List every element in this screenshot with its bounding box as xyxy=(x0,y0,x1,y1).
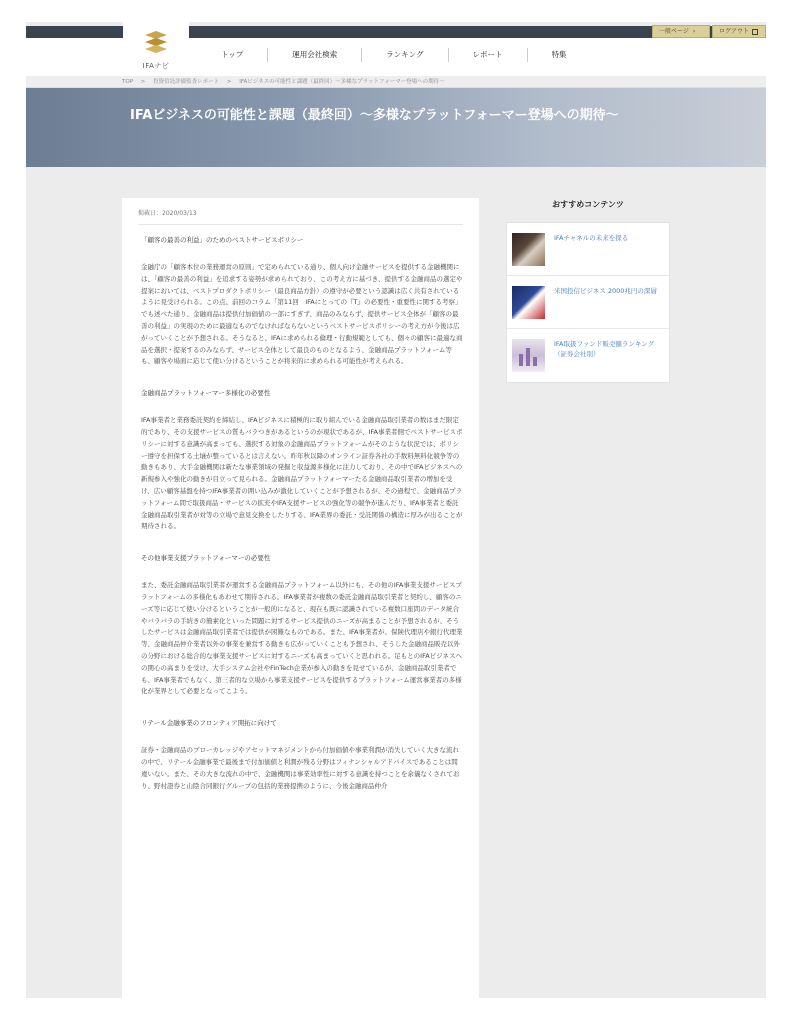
section-body: IFA事業者と業務委託契約を締結し、IFAビジネスに積極的に取り組んでいる金融商品取引業者の数はまだ限定的であり、その支援サービスの質もバラつきがあるというのが現状であるが、IFA事業者側でベストサービスポリシーに対する意識が高まっても、選択する対象の金融商品プラットフォームがそのような状況では、ポリシー遵守を担保する土壌が整っているとは言えない。昨年秋以降のオンライン証券各社の手数料無料化競争等の動きもあり、大手金融機関は新たな事業領域の発掘と収益源多様化に注力しており、その中でIFAビジネスへの新規参入や強化の動きが目立って見られる。金融商品プラットフォーマーたる金融商品取引業者の増加を受け、広い顧客基盤を持つIFA事業者の囲い込みが激化していくことが予想されるが、その過程で、金融商品プラットフォーム間で取扱商品・サービスの拡充やIFA支援サービスの強化等の競争が進んだり、IFA事業者と委託金融商品取引業者が対等の立場で意見交換をしたりする、IFA業界の委託・受託関係の構造に厚みが出ることが期待される。 xyxy=(141,416,463,531)
general-page-link[interactable] xyxy=(652,25,710,38)
recommended-list xyxy=(506,222,670,383)
logo-text: IFAナビ xyxy=(142,62,170,70)
section-heading: リテール金融事業のフロンティア開拓に向けて xyxy=(141,719,277,728)
us-flag-thumbnail[interactable] xyxy=(512,286,545,319)
page-title: IFAビジネスの可能性と課題（最終回）～多様なプラットフォーマー登場への期待～ xyxy=(130,108,619,123)
logo-mark-icon xyxy=(141,29,171,57)
nav-top[interactable]: トップ xyxy=(221,50,244,59)
breadcrumb-separator: > xyxy=(140,79,146,85)
desk-photo-thumbnail[interactable] xyxy=(512,233,545,266)
recommended-item-link[interactable]: 米国投信ビジネス 2000兆円の深層 xyxy=(554,287,657,295)
section-heading: 金融商品プラットフォーマー多様化の必要性 xyxy=(141,389,271,398)
recommended-item-link[interactable]: IFAチャネルの未来を探る xyxy=(554,234,629,242)
recommended-item[interactable] xyxy=(507,223,669,276)
breadcrumb-current: IFAビジネスの可能性と課題（最終回）～多様なプラットフォーマー登場への期待～ xyxy=(239,79,445,85)
recommended-item[interactable] xyxy=(507,276,669,329)
site-logo[interactable] xyxy=(123,22,189,76)
recommended-title: おすすめコンテンツ xyxy=(552,200,624,209)
section-body: また、委託金融商品取引業者が運営する金融商品プラットフォーム以外にも、その他のIFA事業支援サービスプラットフォームの多様化もあわせて期待される。IFA事業者が複数の委託金融商品取引業者と契約し、顧客のニーズ等に応じて使い分けるということが一般的になると、現在も既に認識されている複数口座間のデータ統合やバラバラの手続きの簡素化といった問題に対するサービス提供のニーズが高まることが予想されるが、そうしたサービスは金融商品取引業者では提供が困難なものである。また、IFA事業者が、保険代理店や銀行代理業等、金融商品仲介業者以外の事業を兼営する動きも広がっていくことも予想され、そうした金融商品販売以外の分野における総合的な事業支援サービスに対するニーズも高まっていくと思われる。足もとのIFAビジネスへの関心の高まりを受け、大手システム会社やFinTech企業が参入の動きを見せているが、金融商品取引業者でも、IFA事業者でもなく、第三者的な立場から事業支援サービスを提供するプラットフォーム運営事業者の多様化が業界として必要となってこよう。 xyxy=(141,581,463,696)
breadcrumb xyxy=(26,76,766,88)
nav-report[interactable]: レポート xyxy=(448,48,527,62)
nav-ranking[interactable]: ランキング xyxy=(361,48,447,62)
thumbnail-bar xyxy=(519,354,523,366)
section-body: 証券・金融商品のブローカレッジやアセットマネジメントから付加価値や事業利潤が消失していく大きな流れの中で、リテール金融事業で最後まで付加価値と利潤が残る分野はフィナンシャルアドバイスであることは間違いない。また、その大きな流れの中で、金融機関は事業効率性に対する意識を持つことを余儀なくされており、野村證券と山陰合同銀行グループの包括的業務提携のように、今後金融商品仲介 xyxy=(141,746,460,790)
section-heading: 「顧客の最善の利益」のためのベストサービスポリシー xyxy=(141,236,304,244)
nav-feature[interactable]: 特集 xyxy=(527,48,591,62)
thumbnail-bar xyxy=(526,348,530,366)
publish-date: 掲載日：2020/03/13 xyxy=(138,208,463,225)
section-heading: その他事業支援プラットフォーマーの必要性 xyxy=(141,554,271,563)
thumbnail-bar xyxy=(533,357,537,366)
section-body: 金融庁の「顧客本位の業務運営の原則」で定められている通り、個人向け金融サービスを提供する金融機関には、「顧客の最善の利益」を追求する姿勢が求められており、この考え方に基づき、提供する金融商品の選定や提案においては、ベストプロダクトポリシー（最良商品方針）の遵守が必要という認識は広く共有されているように見受けられる。この点、前回のコラム「第11回 IFAにとっての『T』の必要性・重要性に関する考察」でも述べた通り、金融商品は提供付加価値の一部にすぎず、商品のみならず、提供サービス全体が「顧客の最善の利益」の実現のために最適なものでなければならないというベストサービスポリシーの考え方が今後は広がっていくことが予想される。そうなると、IFAに求められる倫理・行動規範としても、個々の顧客に最適な商品を選択・提案するのみならず、サービス全体として最良のものとなるよう、金融商品プラットフォーム等も、顧客や場面に応じて使い分けるということが将来的に求められる可能性が考えられる。 xyxy=(141,263,463,366)
breadcrumb-top[interactable]: TOP xyxy=(122,79,134,85)
breadcrumb-reports[interactable]: 投資信託評価監査レポート xyxy=(153,79,220,85)
breadcrumb-separator: > xyxy=(226,79,232,85)
nav-company-search[interactable]: 運用会社検索 xyxy=(267,48,361,62)
site-frame xyxy=(26,22,766,998)
logout-link[interactable] xyxy=(712,25,766,38)
article xyxy=(122,198,479,998)
logout-label: ログアウト xyxy=(719,28,750,35)
recommended-item-link[interactable]: IFA取扱ファンド販売額ランキング（証券会社別） xyxy=(554,340,655,358)
general-page-label: 一般ページ xyxy=(659,28,689,35)
global-nav xyxy=(201,48,591,66)
recommended-item[interactable] xyxy=(507,329,669,382)
chevron-right-icon: › xyxy=(692,28,696,35)
bar-chart-thumbnail[interactable] xyxy=(512,339,545,372)
hero-banner xyxy=(26,88,766,167)
external-window-icon xyxy=(752,29,758,35)
